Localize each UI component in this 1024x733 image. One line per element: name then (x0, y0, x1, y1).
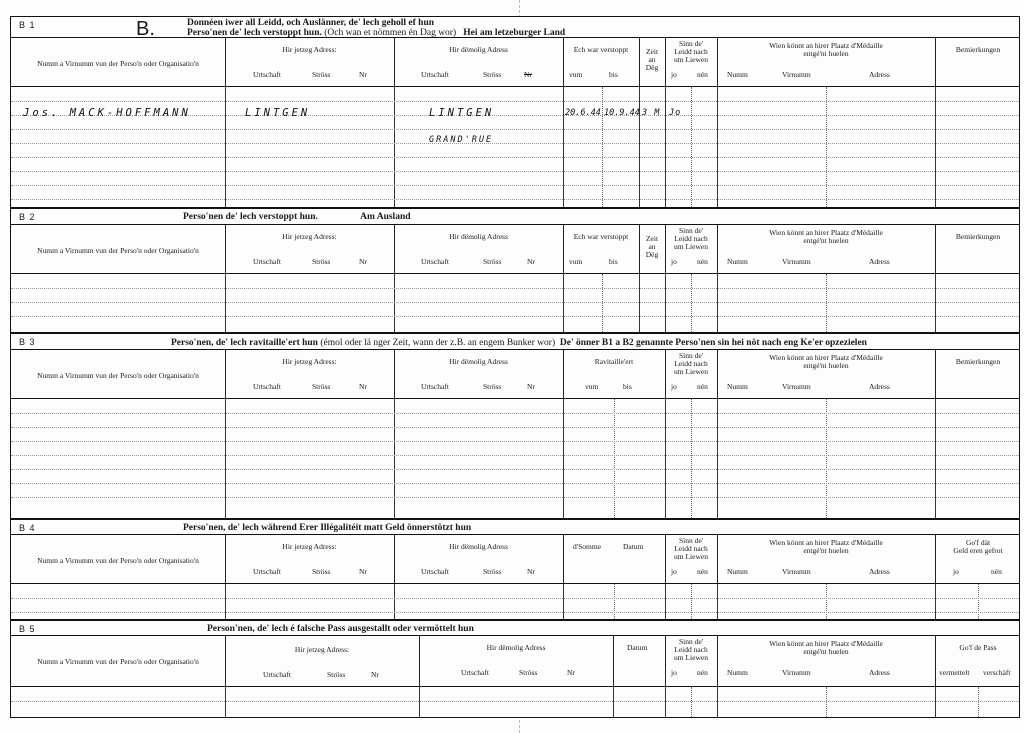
b2-rows (11, 274, 1019, 332)
section-b1 (10, 16, 1020, 208)
col-former-address: Hir dëmolig Adress (486, 643, 546, 652)
title-line-1: Donnéen iwer all Leidd, och Auslänner, de' lech geholl ef hun (187, 18, 435, 28)
col-street: Ströss (312, 382, 331, 391)
col-nr: Nr (527, 257, 535, 266)
b3-rows (11, 399, 1019, 518)
title-line-2a: Perso'nen de' lech verstoppt hun. (187, 28, 322, 38)
col-yes: jo (671, 70, 677, 79)
col-town: Urtschaft (421, 382, 449, 391)
col-yes: jo (671, 567, 677, 576)
title-a: Perso'nen de' lech verstoppt hun. (183, 212, 318, 222)
col-medal-name: Numm (727, 567, 748, 576)
section-b2 (10, 208, 1020, 333)
col-town: Urtschaft (421, 257, 449, 266)
col-hidden-period: Ech war verstoppt (573, 232, 629, 241)
title-note: De' önner B1 a B2 genannte Perso'nen sin hei nöt nach eng Ke'er opzezielen (559, 338, 867, 348)
entry-former-street: GRAND'RUE (429, 135, 494, 145)
section-label: B 2 (19, 212, 36, 222)
col-town: Urtschaft (253, 382, 281, 391)
col-no: nén (697, 382, 708, 391)
col-no: nén (697, 668, 708, 677)
entry-killed: Jo (669, 108, 682, 118)
col-name: Numm a Virnumm vun der Perso'n oder Organisatio'n (37, 246, 199, 255)
col-sum: d'Somme (573, 542, 602, 551)
col-from: vum (585, 382, 599, 391)
col-medal-firstname: Virnumm (782, 70, 811, 79)
col-medal-name: Numm (727, 668, 748, 677)
col-street: Ströss (483, 382, 502, 391)
section-b3 (10, 333, 1020, 519)
b4-rows (11, 584, 1019, 619)
col-no: nén (697, 567, 708, 576)
col-town: Urtschaft (421, 567, 449, 576)
col-from: vum (569, 70, 583, 79)
entry-time: 3 M (642, 108, 661, 118)
form-letter: B. (136, 18, 155, 40)
col-yes: jo (671, 668, 677, 677)
col-refunded-no: nén (991, 567, 1002, 576)
col-ravitaille: Ravitaille'ert (594, 357, 634, 366)
col-nr: Nr (527, 382, 535, 391)
col-street: Ströss (327, 670, 346, 679)
col-medal: Wien könnt an hirer Plaatz d'Médaille entgé'nt huelen (769, 228, 883, 245)
col-yes: jo (671, 257, 677, 266)
col-medal: Wien könnt an hirer Plaatz d'Médaille entgé'nt huelen (769, 538, 883, 555)
col-killed: Sinn de' Leidd nach um Liewen (674, 637, 708, 662)
entry-former-town: LINTGEN (429, 107, 495, 119)
col-no: nén (697, 70, 708, 79)
col-medal-firstname: Virnumm (782, 257, 811, 266)
col-current-address: Hir jetzeg Adress: (282, 542, 337, 551)
col-medal-firstname: Virnumm (782, 382, 811, 391)
header-row (11, 224, 1019, 274)
col-nr: Nr (359, 70, 367, 79)
col-nr-struck: Nr (524, 70, 532, 79)
col-nr: Nr (371, 670, 379, 679)
col-no: nén (697, 257, 708, 266)
col-time: Zeit an Dëg (645, 234, 659, 259)
col-time: Zeit an Dëg (645, 47, 659, 72)
col-current-address: Hir jetzeg Adress: (282, 232, 337, 241)
section-title (187, 18, 565, 38)
col-nr: Nr (359, 567, 367, 576)
section-label: B 4 (19, 523, 36, 533)
title-b: Am Ausland (360, 212, 411, 222)
section-label: B 1 (19, 20, 36, 30)
col-medal-firstname: Virnumm (782, 668, 811, 677)
col-current-address: Hir jetzeg Adress: (282, 357, 337, 366)
col-nr: Nr (359, 382, 367, 391)
col-current-address: Hir jetzeg Adress: (294, 645, 350, 654)
entry-name: Jos. MACK-HOFFMANN (23, 107, 191, 119)
col-name: Numm a Virnumm vun der Perso'n oder Organisatio'n (37, 59, 199, 68)
col-remarks: Bemierkungen (955, 232, 1001, 241)
col-passport: Go'f de Pass (959, 643, 997, 652)
col-medal-name: Numm (727, 70, 748, 79)
section-b5 (10, 620, 1020, 718)
col-medal: Wien könnt an hirer Plaatz d'Médaille entgé'nt huelen (769, 353, 883, 370)
col-refunded: Go'f dät Geld eren gefrot (953, 538, 1003, 555)
header-row (11, 37, 1019, 87)
col-former-address: Hir dëmolig Adress (449, 542, 508, 551)
col-medal-name: Numm (727, 382, 748, 391)
col-remarks: Bemierkungen (955, 45, 1001, 54)
col-yes: jo (671, 382, 677, 391)
section-label: B 3 (19, 337, 36, 347)
title-line-2b: (Och wan et nömmen én Dag wor) (324, 28, 457, 38)
col-from: vum (569, 257, 583, 266)
col-medal-address: Adress (869, 567, 890, 576)
col-medal-firstname: Virnumm (782, 567, 811, 576)
col-town: Urtschaft (421, 70, 449, 79)
col-medal-name: Numm (727, 257, 748, 266)
col-town: Urtschaft (461, 668, 489, 677)
title-paren: (émol oder lä nger Zeit, wann der z.B. an engem Bunker wor) (320, 338, 556, 348)
section-label: B 5 (19, 624, 36, 634)
col-former-address: Hir dëmolig Adress (449, 45, 508, 54)
col-former-address: Hir dëmolig Adress (449, 357, 508, 366)
b5-rows (11, 687, 1019, 717)
col-mediated: vermettelt (939, 668, 970, 677)
col-nr: Nr (567, 668, 575, 677)
col-street: Ströss (483, 567, 502, 576)
section-b4 (10, 519, 1020, 620)
section-title (171, 338, 867, 348)
header-row (11, 534, 1019, 584)
col-name: Numm a Virnumm vun der Perso'n oder Organisatio'n (37, 556, 199, 565)
col-town: Urtschaft (253, 567, 281, 576)
col-current-address: Hir jetzeg Adress: (282, 45, 337, 54)
entry-until: 10.9.44 (604, 108, 640, 118)
col-nr: Nr (527, 567, 535, 576)
title-line-2c: Hei am letzeburger Land (463, 28, 566, 38)
col-date: Datum (627, 643, 648, 652)
col-medal-address: Adress (869, 382, 890, 391)
col-killed: Sinn de' Leidd nach um Liewen (674, 351, 708, 376)
col-street: Ströss (312, 70, 331, 79)
col-town: Urtschaft (263, 670, 291, 679)
col-refunded-yes: jo (953, 567, 959, 576)
header-row (11, 349, 1019, 399)
col-date: Datum (623, 542, 644, 551)
col-street: Ströss (312, 257, 331, 266)
col-street: Ströss (312, 567, 331, 576)
col-medal: Wien könnt an hirer Plaatz d'Médaille entgé'nt huelen (769, 41, 883, 58)
entry-current-town: LINTGEN (245, 107, 311, 119)
col-killed: Sinn de' Leidd nach um Liewen (674, 39, 708, 64)
col-medal-address: Adress (869, 257, 890, 266)
col-nr: Nr (359, 257, 367, 266)
col-street: Ströss (519, 668, 538, 677)
col-killed: Sinn de' Leidd nach um Liewen (674, 226, 708, 251)
section-title: Person'nen, de' lech é falsche Pass ausgestallt oder vermöttelt hun (207, 624, 474, 634)
title: Perso'nen, de' lech ravitaille'ert hun (171, 338, 318, 348)
col-street: Ströss (483, 257, 502, 266)
col-until: bis (623, 382, 632, 391)
section-title: Perso'nen, de' lech während Erer Illégalitéit matt Geld önnerstötzt hun (183, 523, 472, 533)
col-town: Urtschaft (253, 70, 281, 79)
col-former-address: Hir dëmolig Adress (449, 232, 508, 241)
col-street: Ströss (483, 70, 502, 79)
col-medal-address: Adress (869, 668, 890, 677)
col-until: bis (609, 257, 618, 266)
col-town: Urtschaft (253, 257, 281, 266)
col-issued: verschäft (983, 668, 1011, 677)
col-remarks: Bemierkungen (955, 357, 1001, 366)
col-hidden-period: Ech war verstoppt (573, 45, 629, 54)
col-name: Numm a Virnumm vun der Perso'n oder Organisatio'n (37, 657, 199, 666)
col-until: bis (609, 70, 618, 79)
section-title (183, 212, 411, 222)
header-row (11, 635, 1019, 687)
b1-rows (11, 87, 1019, 207)
col-medal: Wien könnt an hirer Plaatz d'Médaille entgé'nt huelen (769, 639, 883, 656)
col-killed: Sinn de' Leidd nach um Liewen (674, 536, 708, 561)
col-name: Numm a Virnumm vun der Perso'n oder Organisatio'n (37, 371, 199, 380)
entry-from: 20.6.44 (565, 108, 601, 118)
col-medal-address: Adress (869, 70, 890, 79)
